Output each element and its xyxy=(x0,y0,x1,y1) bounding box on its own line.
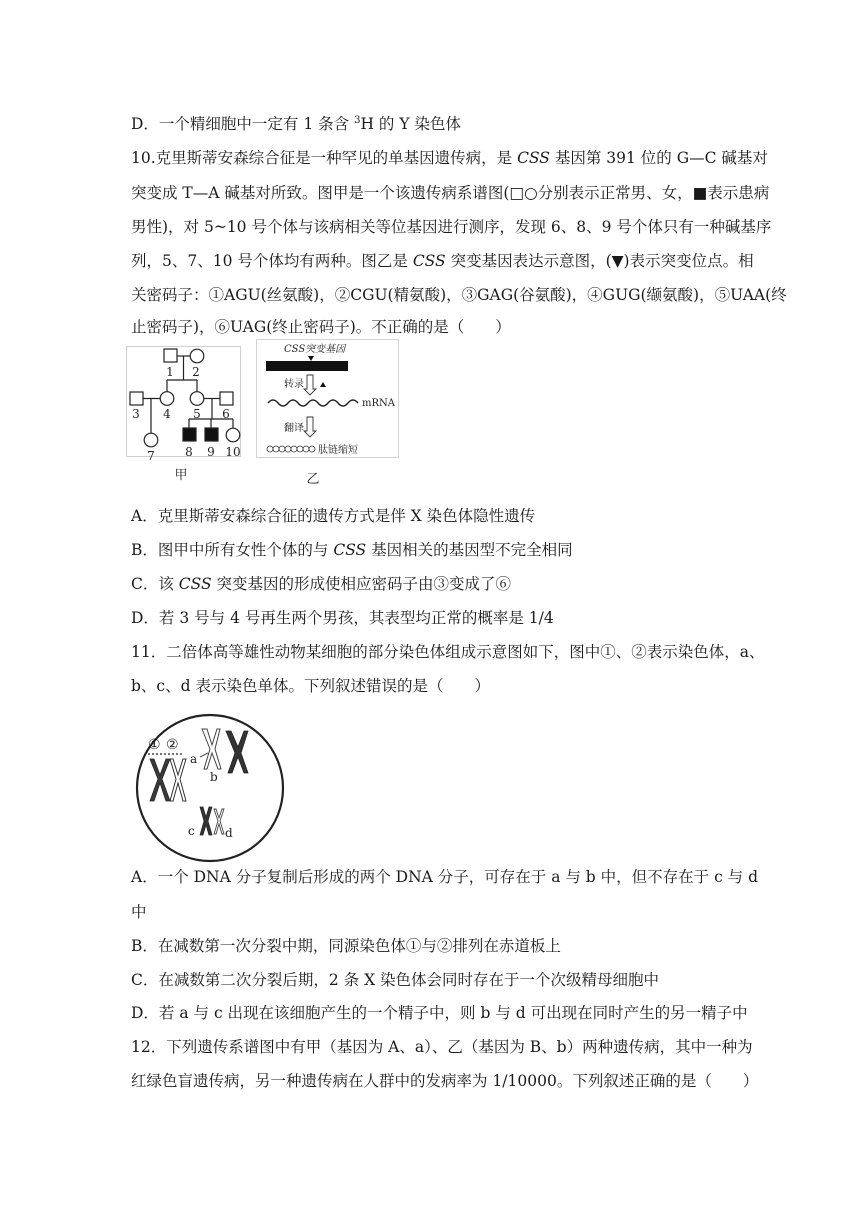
ind-2 xyxy=(190,349,204,363)
q10-stem-line-4: 列，5、7、10 号个体均有两种。图乙是 CSS 突变基因表达示意图，(▼)表示突变位点。相 xyxy=(131,252,754,270)
q10-stem-line-5: 关密码子：①AGU(丝氨酸)，②CGU(精氨酸)，③GAG(谷氨酸)，④GUG(缬氨酸)，⑤UAA(终 xyxy=(131,286,787,304)
q11-option-c: C．在减数第二次分裂后期，2 条 X 染色体会同时存在于一个次级精母细胞中 xyxy=(131,971,660,989)
label-8: 8 xyxy=(185,445,193,459)
q10-option-a: A．克里斯蒂安森综合征的遗传方式是伴 X 染色体隐性遗传 xyxy=(131,507,536,525)
ind-5 xyxy=(190,392,204,406)
q10-option-d: D．若 3 号与 4 号再生两个男孩，其表型均正常的概率是 1/4 xyxy=(131,609,554,627)
q9-option-d: D．一个精细胞中一定有 1 条含 $^3$H 的 Y 染色体 xyxy=(131,115,461,133)
ind-10 xyxy=(226,428,240,442)
q11-option-d: D．若 a 与 c 出现在该细胞产生的一个精子中，则 b 与 d 可出现在同时产生的另一精子中 xyxy=(131,1004,748,1022)
pedigree-figure xyxy=(126,346,244,486)
chrom-2-label: ② xyxy=(166,737,179,753)
label-2: 2 xyxy=(192,365,200,379)
q10-option-b: B．图甲中所有女性个体的与 CSS 基因相关的基因型不完全相同 xyxy=(131,541,573,559)
chromatid-c-label: c xyxy=(188,824,195,838)
q11-option-a-line-2: 中 xyxy=(131,903,147,921)
label-3: 3 xyxy=(132,407,140,421)
gene-bar xyxy=(266,361,348,371)
q11-option-b: B．在减数第一次分裂中期，同源染色体①与②排列在赤道板上 xyxy=(131,937,561,955)
ind-3 xyxy=(130,392,143,405)
ind-7 xyxy=(144,433,158,447)
q10-stem-line-6: 止密码子)，⑥UAG(终止密码子)。不正确的是（ ） xyxy=(131,318,511,336)
q10-stem-line-1: 10.克里斯蒂安森综合征是一种罕见的单基因遗传病，是 CSS 基因第 391 位的 G—C 碱基对 xyxy=(131,149,768,167)
label-6: 6 xyxy=(222,407,230,421)
label-4: 4 xyxy=(163,407,171,421)
q12-stem-line-2: 红绿色盲遗传病，另一种遗传病在人群中的发病率为 1/10000。下列叙述正确的是（ ） xyxy=(131,1072,759,1090)
caption-jia: 甲 xyxy=(174,468,188,483)
chromatid-a-label: a xyxy=(190,752,198,766)
label-5: 5 xyxy=(193,407,201,421)
translation-label: 翻译 xyxy=(284,423,304,434)
q11-stem-line-2: b、c、d 表示染色单体。下列叙述错误的是（ ） xyxy=(131,677,490,695)
ind-1 xyxy=(164,349,177,362)
transcription-label: 转录 xyxy=(284,379,304,390)
ind-4 xyxy=(160,392,174,406)
q11-option-a-line-1: A．一个 DNA 分子复制后形成的两个 DNA 分子，可存在于 a 与 b 中，但不存在于 c 与 d xyxy=(131,868,759,886)
ind-6 xyxy=(220,392,233,405)
css-gene-label: CSS突变基因 xyxy=(284,344,346,355)
q12-stem-line-1: 12．下列遗传系谱图中有甲（基因为 A、a）、乙（基因为 B、b）两种遗传病，其中一种为 xyxy=(131,1038,753,1056)
ind-9 xyxy=(205,428,218,441)
q11-stem-line-1: 11．二倍体高等雄性动物某细胞的部分染色体组成示意图如下，图中①、②表示染色体，a、 xyxy=(131,643,765,661)
q10-stem-line-2: 突变成 T—A 碱基对所致。图甲是一个该遗传病系谱图(□○分别表示正常男、女，■表示患病 xyxy=(131,184,770,202)
q10-option-c: C．该 CSS 突变基因的形成使相应密码子由③变成了⑥ xyxy=(131,575,512,593)
ind-8 xyxy=(183,428,196,441)
cell-chromosome-figure xyxy=(130,713,290,863)
mrna-label: mRNA xyxy=(362,398,395,409)
label-1: 1 xyxy=(166,365,174,379)
chrom-1-label: ① xyxy=(148,737,161,753)
caption-yi: 乙 xyxy=(306,472,320,487)
q10-stem-line-3: 男性)，对 5~10 号个体与该病相关等位基因进行测序，发现 6、8、9 号个体只有一种碱基序 xyxy=(131,218,772,236)
label-7: 7 xyxy=(147,449,155,463)
chromatid-b-label: b xyxy=(210,770,218,784)
gene-expression-figure xyxy=(256,339,402,489)
label-10: 10 xyxy=(225,445,241,459)
peptide-label: 肽链缩短 xyxy=(318,445,358,456)
chromatid-d-label: d xyxy=(225,826,233,840)
label-9: 9 xyxy=(207,445,215,459)
